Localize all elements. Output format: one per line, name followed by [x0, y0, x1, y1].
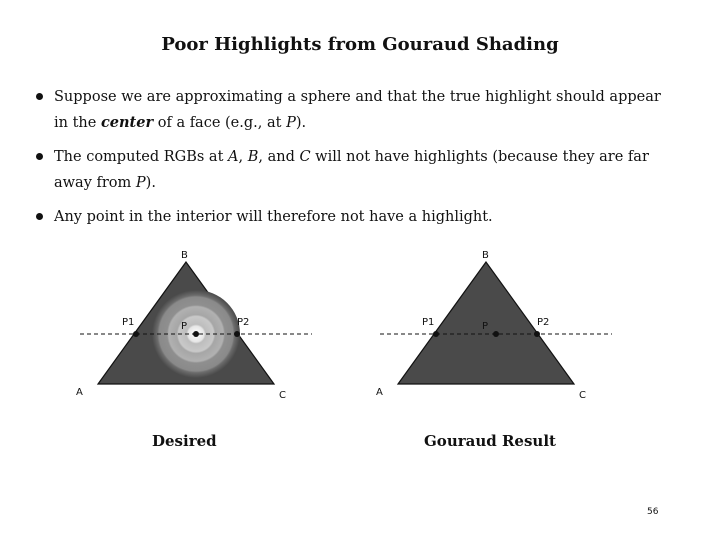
bullet-2: [36, 144, 676, 196]
label-b: B: [181, 250, 188, 261]
point-p2: [534, 331, 540, 337]
shading-diagrams: [0, 236, 720, 426]
point-p1: [433, 331, 439, 337]
bullet-2-text: The computed RGBs at A, B, and C will not have highlights (because they are far away from P).: [54, 149, 649, 191]
point-p: [493, 331, 499, 337]
label-c: C: [279, 390, 286, 401]
desired-diagram: [76, 250, 312, 401]
bullet-3: [36, 204, 676, 230]
bullet-dot: [36, 93, 43, 100]
point-p1: [133, 331, 139, 337]
label-p2: P2: [537, 317, 550, 328]
label-c: C: [579, 390, 586, 401]
label-p: P: [181, 321, 188, 332]
bullet-dot: [36, 153, 43, 160]
point-p: [193, 331, 199, 337]
label-p: P: [482, 321, 489, 332]
bullet-1-text: Suppose we are approximating a sphere and that the true highlight should appear in the center of a face (e.g., at P).: [54, 89, 661, 131]
label-p2: P2: [237, 317, 250, 328]
bullet-3-text: Any point in the interior will therefore not have a highlight.: [54, 209, 493, 225]
point-p2: [234, 331, 240, 337]
label-b: B: [482, 250, 489, 261]
label-p1: P1: [422, 317, 435, 328]
caption-gouraud: Gouraud Result: [424, 432, 556, 450]
bullet-dot: [36, 213, 43, 220]
label-a: A: [76, 387, 83, 398]
bullet-1: [36, 84, 676, 136]
caption-desired: Desired: [152, 432, 217, 450]
label-a: A: [376, 387, 383, 398]
label-p1: P1: [122, 317, 135, 328]
page-number: 56: [647, 507, 659, 517]
gouraud-diagram: [376, 250, 612, 401]
slide-title: Poor Highlights from Gouraud Shading: [161, 34, 559, 55]
